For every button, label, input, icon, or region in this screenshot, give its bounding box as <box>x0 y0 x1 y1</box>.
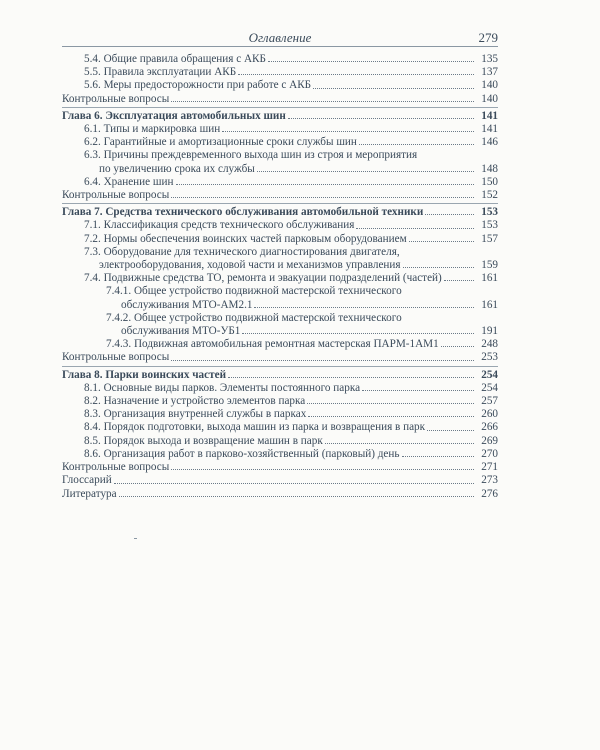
table-of-contents <box>62 53 498 501</box>
toc-entry-review-questions[interactable]: Контрольные вопросы 152 <box>62 189 498 202</box>
toc-entry-review-questions[interactable]: Контрольные вопросы 140 <box>62 92 498 105</box>
toc-entry[interactable]: 7.4.3. Подвижная автомобильная ремонтная мастерская ПАРМ-1АМ1 248 <box>106 338 498 351</box>
toc-entry[interactable]: 7.4. Подвижные средства ТО, ремонта и эвакуации подразделений (частей) 161 <box>84 272 498 285</box>
toc-entry[interactable]: 7.2. Нормы обеспечения воинских частей парковым оборудованием 157 <box>84 232 498 245</box>
toc-entry[interactable]: 8.3. Организация внутренней службы в парках 260 <box>84 408 498 421</box>
toc-entry-multiline[interactable]: 7.3. Оборудование для технического диагностирования двигателя, электрооборудования, ходовой части и механизмов управления 159 <box>84 245 498 272</box>
toc-entry[interactable]: 5.6. Меры предосторожности при работе с АКБ 140 <box>84 79 498 92</box>
section-divider <box>62 203 498 204</box>
toc-entry[interactable]: 5.4. Общие правила обращения с АКБ 135 <box>84 53 498 65</box>
toc-entry-multiline[interactable]: 7.4.2. Общее устройство подвижной мастерской технического обслуживания МТО-УБ1 191 <box>106 311 498 338</box>
toc-entry[interactable]: 8.4. Порядок подготовки, выхода машин из парка и возвращения в парк 266 <box>84 421 498 434</box>
print-mark <box>134 538 137 539</box>
toc-entry[interactable]: 5.5. Правила эксплуатации АКБ 137 <box>84 66 498 79</box>
toc-chapter-8[interactable]: Глава 8. Парки воинских частей 254 <box>62 368 498 381</box>
toc-entry[interactable]: 6.1. Типы и маркировка шин 141 <box>84 123 498 136</box>
toc-entry[interactable]: 8.5. Порядок выхода и возвращение машин в парк 269 <box>84 434 498 447</box>
toc-entry-glossary[interactable]: Глоссарий 273 <box>62 474 498 487</box>
toc-entry[interactable]: 8.2. Назначение и устройство элементов парка 257 <box>84 395 498 408</box>
toc-chapter-6[interactable]: Глава 6. Эксплуатация автомобильных шин 141 <box>62 109 498 122</box>
toc-entry[interactable]: 8.6. Организация работ в парково-хозяйственный (парковый) день 270 <box>84 447 498 460</box>
toc-entry-multiline[interactable]: 6.3. Причины преждевременного выхода шин из строя и мероприятия по увеличению срока их службы 148 <box>84 149 498 175</box>
toc-entry[interactable]: 8.1. Основные виды парков. Элементы постоянного парка 254 <box>84 381 498 394</box>
toc-entry-review-questions[interactable]: Контрольные вопросы 271 <box>62 461 498 474</box>
header-page-number: 279 <box>478 30 498 45</box>
toc-entry[interactable]: 6.2. Гарантийные и амортизационные сроки службы шин 146 <box>84 136 498 149</box>
toc-entry[interactable]: 7.1. Классификация средств технического обслуживания 153 <box>84 219 498 232</box>
toc-entry-multiline[interactable]: 7.4.1. Общее устройство подвижной мастерской технического обслуживания МТО-АМ2.1 161 <box>106 285 498 311</box>
header-title: Оглавление <box>248 30 312 45</box>
toc-chapter-7[interactable]: Глава 7. Средства технического обслуживания автомобильной техники 153 <box>62 206 498 219</box>
running-header <box>62 30 498 47</box>
toc-entry-review-questions[interactable]: Контрольные вопросы 253 <box>62 351 498 364</box>
toc-entry[interactable]: 6.4. Хранение шин 150 <box>84 175 498 188</box>
section-divider <box>62 107 498 108</box>
section-divider <box>62 366 498 367</box>
toc-entry-literature[interactable]: Литература 276 <box>62 487 498 500</box>
